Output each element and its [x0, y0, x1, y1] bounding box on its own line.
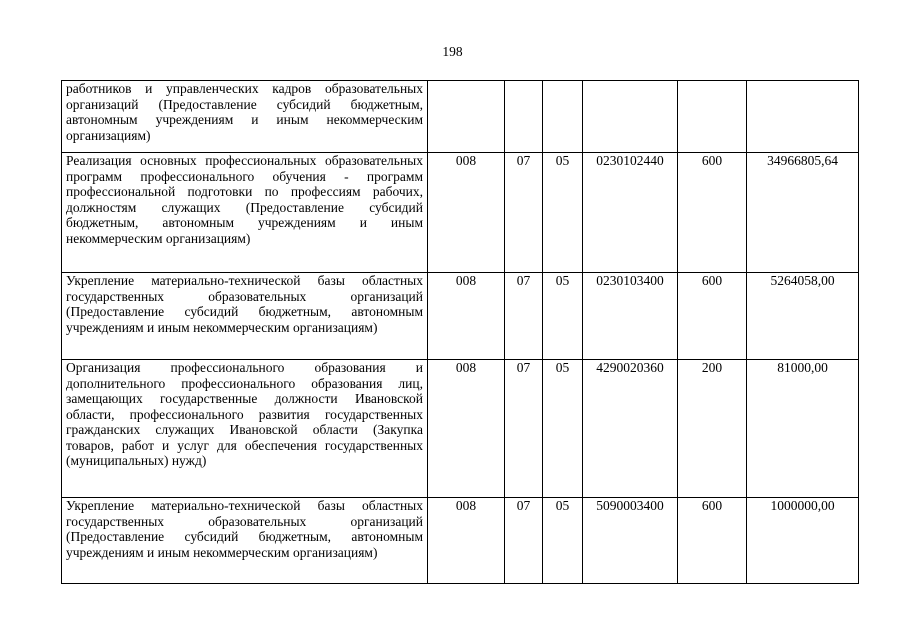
table-row — [62, 81, 859, 153]
row-vr: 600 — [678, 273, 747, 360]
row-vr — [678, 81, 747, 153]
row-rz: 07 — [505, 360, 543, 498]
row-csr: 4290020360 — [583, 360, 678, 498]
row-rz: 07 — [505, 153, 543, 273]
row-ved: 008 — [428, 498, 505, 584]
row-vr: 600 — [678, 498, 747, 584]
row-ved: 008 — [428, 273, 505, 360]
table-row — [62, 273, 859, 360]
row-amount — [747, 81, 859, 153]
row-amount: 34966805,64 — [747, 153, 859, 273]
table-row — [62, 498, 859, 584]
row-ved: 008 — [428, 153, 505, 273]
row-pr: 05 — [543, 273, 583, 360]
row-rz: 07 — [505, 273, 543, 360]
row-description: Организация профессионального образования и дополнительного профессионального образования лиц, замещающих государственные должности Ивановской области, профессионального развития государственных гражданских служащих Ивановской области (Закупка товаров, работ и услуг для обеспечения государственных (муниципальных) нужд) — [62, 360, 428, 498]
row-description: работников и управленческих кадров образовательных организаций (Предоставление субсидий бюджетным, автономным учреждениям и иным некоммерческим организациям) — [62, 81, 428, 153]
row-description: Реализация основных профессиональных образовательных программ профессионального обучения - программ профессиональной подготовки по профессиям рабочих, должностям служащих (Предоставление субсидий бюджетным, автономным учреждениям и иным некоммерческим организациям) — [62, 153, 428, 273]
row-csr: 0230103400 — [583, 273, 678, 360]
row-ved — [428, 81, 505, 153]
row-amount: 81000,00 — [747, 360, 859, 498]
table-row — [62, 360, 859, 498]
row-rz: 07 — [505, 498, 543, 584]
row-pr: 05 — [543, 153, 583, 273]
row-amount: 1000000,00 — [747, 498, 859, 584]
row-description: Укрепление материально-технической базы областных государственных образовательных организаций (Предоставление субсидий бюджетным, автономным учреждениям и иным некоммерческим организациям) — [62, 273, 428, 360]
row-pr — [543, 81, 583, 153]
row-pr: 05 — [543, 498, 583, 584]
row-vr: 200 — [678, 360, 747, 498]
table-row — [62, 153, 859, 273]
row-description: Укрепление материально-технической базы областных государственных образовательных организаций (Предоставление субсидий бюджетным, автономным учреждениям и иным некоммерческим организациям) — [62, 498, 428, 584]
row-vr: 600 — [678, 153, 747, 273]
row-rz — [505, 81, 543, 153]
row-csr: 0230102440 — [583, 153, 678, 273]
budget-table — [61, 80, 859, 584]
row-pr: 05 — [543, 360, 583, 498]
row-csr: 5090003400 — [583, 498, 678, 584]
page-number: 198 — [442, 44, 463, 59]
row-csr — [583, 81, 678, 153]
row-amount: 5264058,00 — [747, 273, 859, 360]
row-ved: 008 — [428, 360, 505, 498]
